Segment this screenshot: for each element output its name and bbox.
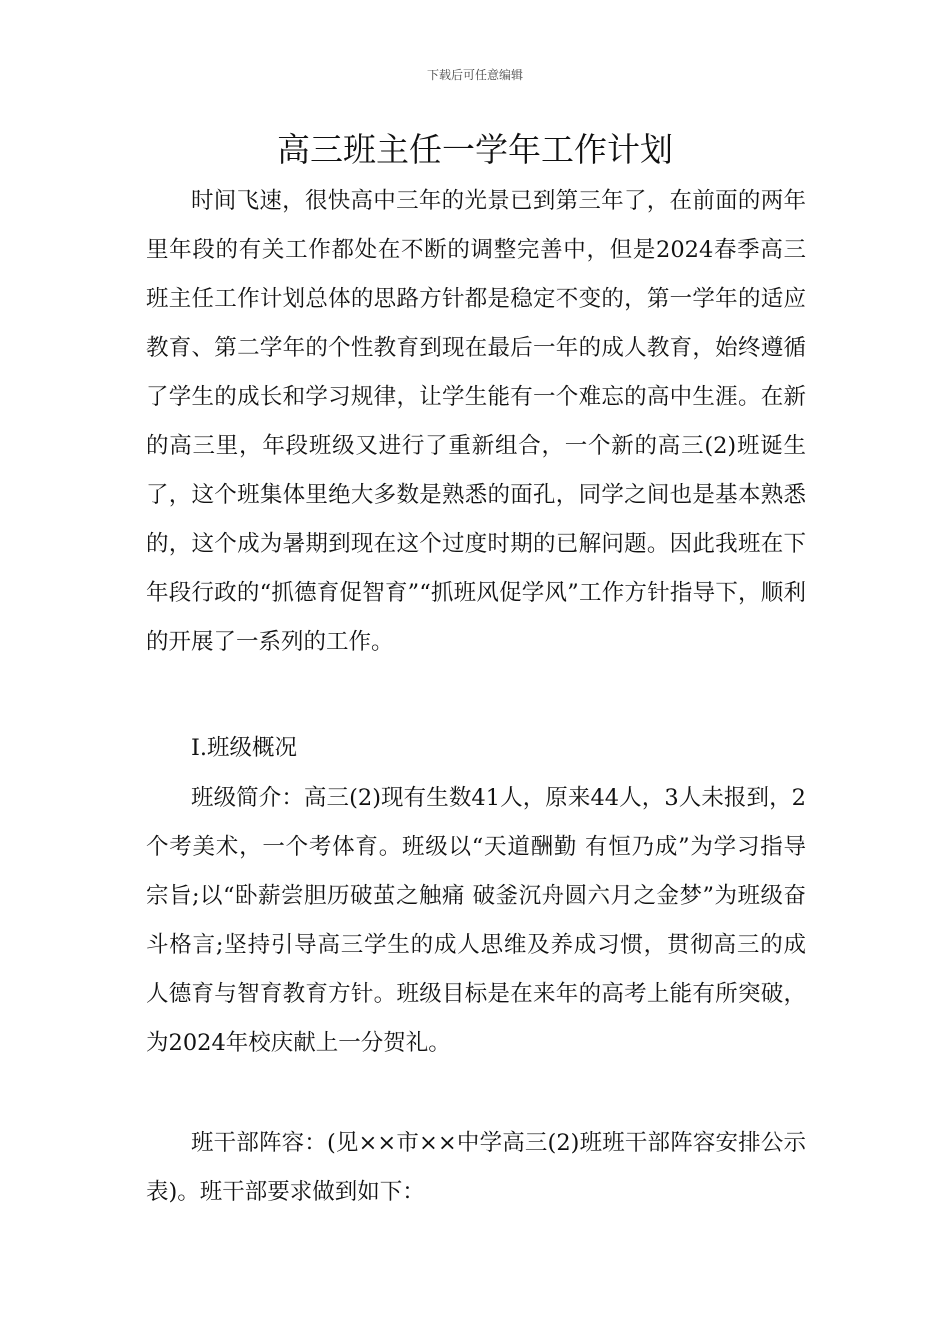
document-title: 高三班主任一学年工作计划 [277, 130, 673, 169]
intro-paragraph: 时间飞速，很快高中三年的光景已到第三年了，在前面的两年里年段的有关工作都处在不断的调整完善中，但是2024春季高三班主任工作计划总体的思路方针都是稳定不变的，第一学年的适应教育、第二学年的个性教育到现在最后一年的成人教育，始终遵循了学生的成长和学习规律，让学生能有一个难忘的高中生涯。在新的高三里，年段班级又进行了重新组合，一个新的高三(2)班诞生了，这个班集体里绝大多数是熟悉的面孔，同学之间也是基本熟悉的，这个成为暑期到现在这个过度时期的已解问题。因此我班在下年段行政的“抓德育促智育”“抓班风促学风”工作方针指导下，顺利的开展了一系列的工作。 [146, 188, 806, 655]
class-cadre-paragraph: 班干部阵容：(见××市××中学高三(2)班班干部阵容安排公示表)。班干部要求做到如下： [146, 1130, 806, 1205]
class-intro-paragraph: 班级简介：高三(2)现有生数41人，原来44人，3人未报到，2个考美术，一个考体育。班级以“天道酬勤 有恒乃成”为学习指导宗旨;以“卧薪尝胆历破茧之触痛 破釜沉舟圆六月之金梦”为班级奋斗格言;坚持引导高三学生的成人思维及养成习惯，贯彻高三的成人德育与智育教育方针。班级目标是在来年的高考上能有所突破，为2024年校庆献上一分贺礼。 [146, 785, 806, 1056]
header-note: 下载后可任意编辑 [426, 68, 523, 82]
section-heading-class-overview: Ⅰ.班级概况 [191, 735, 298, 761]
